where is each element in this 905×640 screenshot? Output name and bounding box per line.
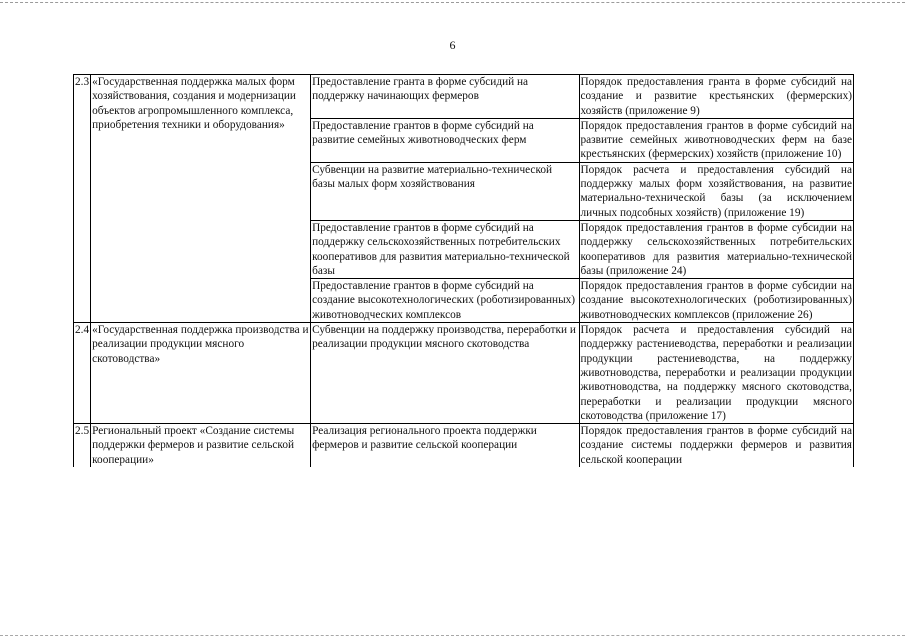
scan-bottom-edge — [0, 635, 905, 636]
program-name: Региональный проект «Создание системы поддержки фермеров и развитие сельской кооперации» — [91, 424, 311, 467]
measure-cell: Субвенции на поддержку производства, переработки и реализации продукции мясного скотоводства — [311, 323, 579, 424]
measure-cell: Предоставление грантов в форме субсидий на создание высокотехнологических (роботизированных) животноводческих комплексов — [311, 279, 579, 323]
row-number: 2.5. — [74, 424, 91, 467]
row-number: 2.4 — [74, 323, 91, 424]
subsidy-table — [73, 74, 854, 467]
order-cell: Порядок расчета и предоставления субсидий на поддержку малых форм хозяйствования, на развитие материально-технической базы (за исключением личных подсобных хозяйств) (приложение 19) — [580, 163, 852, 219]
measure-cell: Предоставление гранта в форме субсидий на поддержку начинающих фермеров — [311, 75, 579, 119]
table-row — [74, 75, 854, 119]
measure-cell: Предоставление грантов в форме субсидий на развитие семейных животноводческих ферм — [311, 118, 579, 162]
table-row — [74, 323, 854, 424]
scan-top-edge — [0, 2, 905, 3]
order-cell: Порядок предоставления грантов в форме субсидий на создание системы поддержки фермеров и развития сельской кооперации — [580, 425, 852, 466]
order-cell: Порядок предоставления грантов в форме субсидии на поддержку сельскохозяйственных потребительских кооперативов для развития материально-технической базы (приложение 24) — [580, 221, 852, 277]
measure-cell: Субвенции на развитие материально-технической базы малых форм хозяйствования — [311, 162, 579, 220]
program-name: «Государственная поддержка малых форм хозяйствования, создания и модернизации объектов агропромышленного комплекса, приобретения техники и оборудования» — [91, 75, 311, 323]
order-cell: Порядок предоставления грантов в форме субсидий на развитие семейных животноводческих ферм на базе крестьянских (фермерских) хозяйств (приложение 10) — [580, 119, 852, 161]
order-cell: Порядок предоставления грантов в форме субсидии на создание высокотехнологических (роботизированных) животноводческих комплексов (приложение 26) — [580, 280, 852, 321]
order-cell: Порядок расчета и предоставления субсидий на поддержку растениеводства, переработки и реализации продукции растениеводства, на поддержку животноводства, переработки и реализации продукции животноводства, на поддержку мясного скотоводства, переработки и реализации продукции мясного скотоводства (приложение 17) — [580, 324, 852, 422]
page-number: 6 — [449, 38, 456, 52]
order-cell: Порядок предоставления гранта в форме субсидий на создание и развитие крестьянских (фермерских) хозяйств (приложение 9) — [580, 76, 852, 117]
measure-cell: Предоставление грантов в форме субсидий на поддержку сельскохозяйственных потребительских кооперативов для развития материально-технической базы — [311, 220, 579, 278]
table-row — [74, 424, 854, 467]
measure-cell: Реализация регионального проекта поддержки фермеров и развитие сельской кооперации — [311, 424, 579, 467]
row-number: 2.3 — [74, 75, 91, 323]
program-name: «Государственная поддержка производства и реализации продукции мясного скотоводства» — [91, 323, 311, 424]
